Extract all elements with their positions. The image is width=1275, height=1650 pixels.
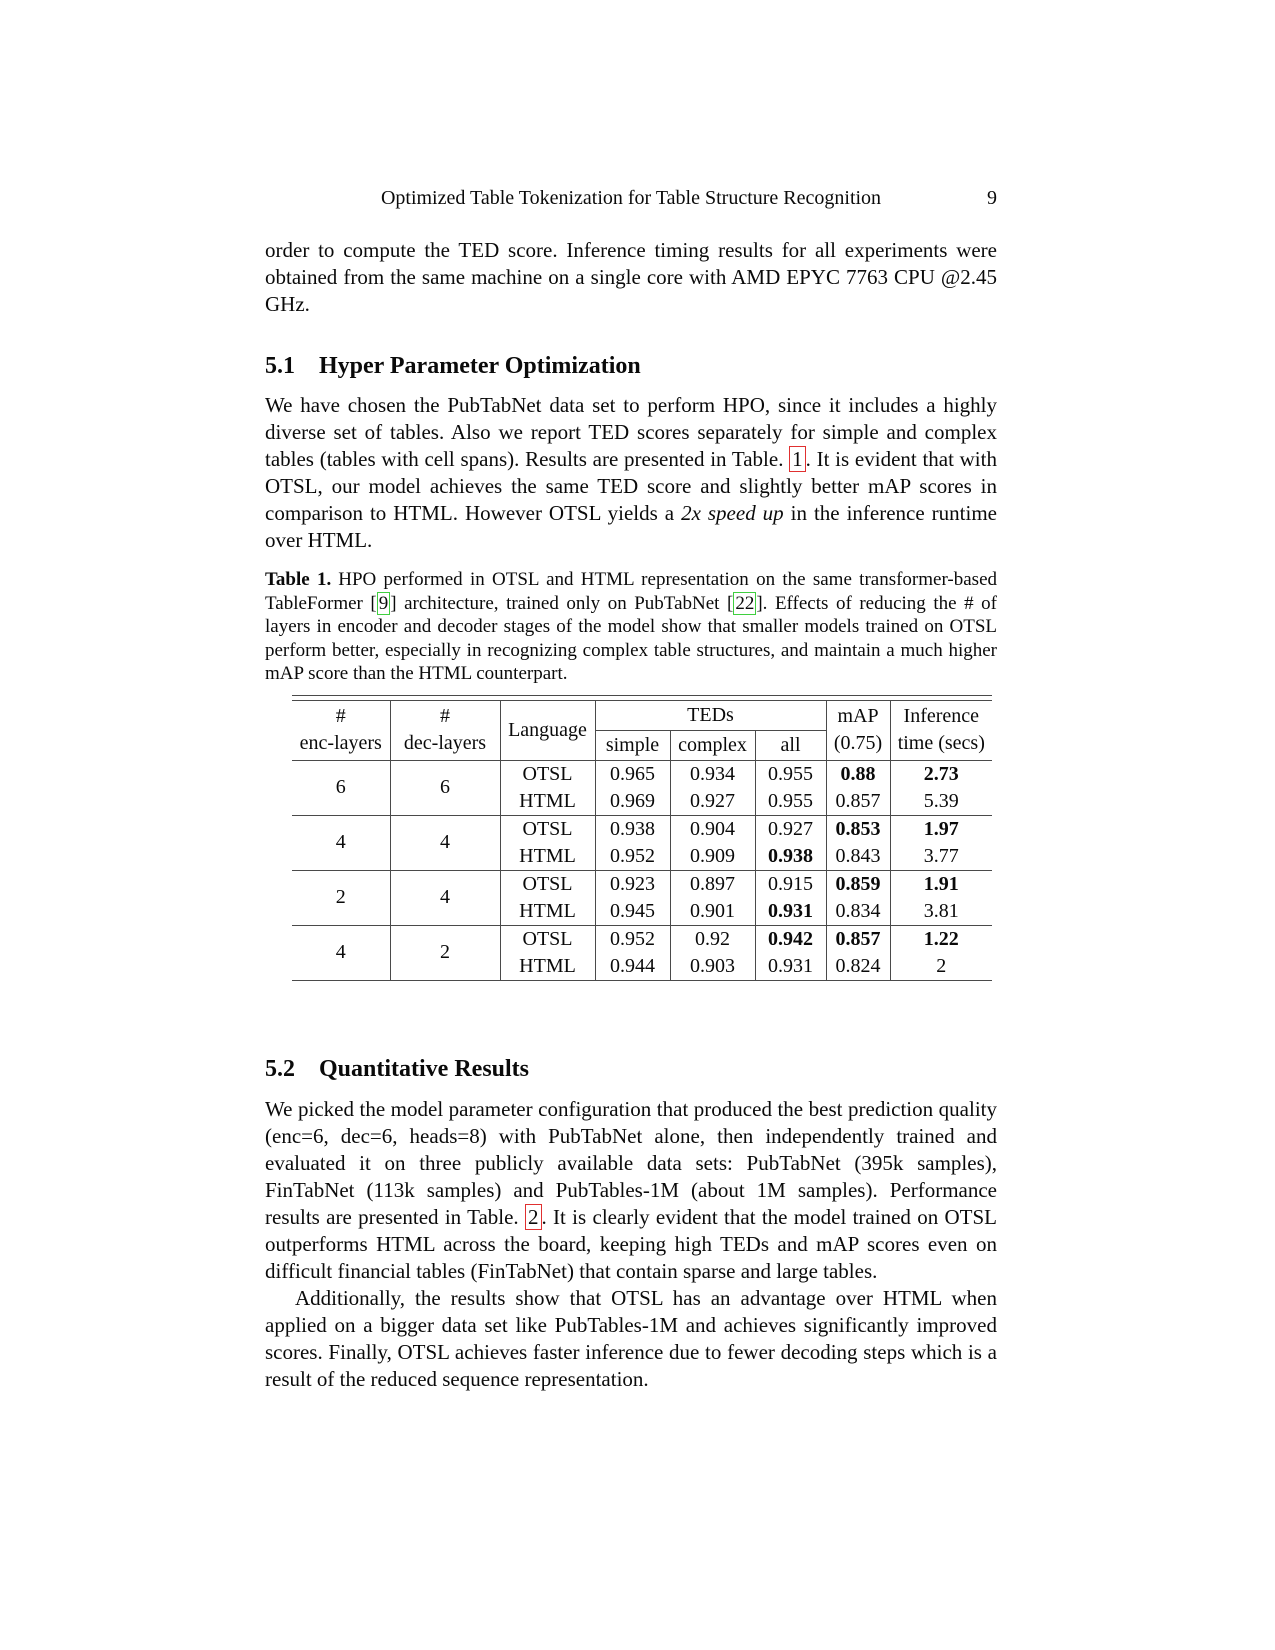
cell-teds-complex: 0.901 xyxy=(670,898,755,926)
paragraph-intro xyxy=(265,237,997,318)
table-1-caption-text-3: ]. Effects of reducing the # of layers in encoder and decoder stages of the model show that smaller models trained on OTSL perform better, especially in recognizing complex table structures, and maintain a much higher mAP score than the HTML counterpart. xyxy=(265,592,997,684)
table-2-reference-link[interactable]: 2 xyxy=(525,1204,542,1230)
cell-map: 0.843 xyxy=(826,843,890,871)
table-1-wrapper xyxy=(292,695,992,981)
table-1-caption-text-1: HPO performed in OTSL and HTML representation on the same transformer-based TableFormer [ xyxy=(265,569,998,614)
cell-map: 0.88 xyxy=(826,760,890,788)
table-1-caption-label: Table 1. xyxy=(265,569,332,590)
col-header-map-label: mAP xyxy=(837,705,879,727)
cell-map: 0.824 xyxy=(826,953,890,981)
table-row xyxy=(292,870,992,898)
paragraph-quantitative-1-text-1: We picked the model parameter configuration that produced the best prediction quality (enc=6, dec=6, heads=8) with PubTabNet alone, then independently trained and evaluated it on three publicly available data sets: PubTabNet (395k samples), FinTabNet (113k samples) and PubTables-1M (about 1M samples). Performance results are presented in Table. xyxy=(265,1096,997,1229)
cell-teds-simple: 0.944 xyxy=(595,953,670,981)
text-column xyxy=(265,185,997,1393)
cell-language: OTSL xyxy=(500,815,595,843)
cell-teds-all: 0.915 xyxy=(755,870,826,898)
cell-inference-time: 2 xyxy=(890,953,992,981)
cell-inference-time: 1.97 xyxy=(890,815,992,843)
page-number: 9 xyxy=(987,187,997,209)
table-1-caption xyxy=(265,568,997,686)
section-5-1-title: Hyper Parameter Optimization xyxy=(319,353,641,379)
cell-enc-layers: 4 xyxy=(292,815,390,870)
col-header-map xyxy=(826,700,890,760)
paragraph-hpo xyxy=(265,392,997,554)
cell-inference-time: 5.39 xyxy=(890,788,992,816)
cell-teds-complex: 0.934 xyxy=(670,760,755,788)
cell-teds-simple: 0.965 xyxy=(595,760,670,788)
cell-teds-complex: 0.897 xyxy=(670,870,755,898)
cell-language: HTML xyxy=(500,953,595,981)
cell-teds-complex: 0.909 xyxy=(670,843,755,871)
section-5-2-heading xyxy=(265,1055,997,1083)
paragraph-hpo-italic: 2x speed up xyxy=(681,501,784,525)
section-5-1-heading xyxy=(265,352,997,380)
cell-enc-layers: 2 xyxy=(292,870,390,925)
citation-22-link[interactable]: 22 xyxy=(735,592,755,614)
cell-map: 0.834 xyxy=(826,898,890,926)
cell-inference-time: 1.91 xyxy=(890,870,992,898)
col-header-teds-complex: complex xyxy=(670,730,755,760)
cell-teds-all: 0.927 xyxy=(755,815,826,843)
cell-language: OTSL xyxy=(500,870,595,898)
cell-map: 0.853 xyxy=(826,815,890,843)
table-row xyxy=(292,925,992,953)
paragraph-hpo-text-1: We have chosen the PubTabNet data set to perform HPO, since it includes a highly diverse set of tables. Also we report TED scores separately for simple and complex tables (tables with cell spans). Results are presented in Table. xyxy=(265,393,997,471)
cell-language: HTML xyxy=(500,898,595,926)
col-header-inference xyxy=(890,700,992,760)
cell-teds-all: 0.955 xyxy=(755,788,826,816)
cell-inference-time: 1.22 xyxy=(890,925,992,953)
cell-dec-layers: 2 xyxy=(390,925,500,980)
cell-teds-all: 0.955 xyxy=(755,760,826,788)
paragraph-intro-text: order to compute the TED score. Inference timing results for all experiments were obtained from the same machine on a single core with AMD EPYC 7763 CPU @2.45 GHz. xyxy=(265,238,997,316)
paragraph-quantitative-2 xyxy=(265,1285,997,1393)
cell-teds-complex: 0.927 xyxy=(670,788,755,816)
cell-enc-layers: 4 xyxy=(292,925,390,980)
cell-language: OTSL xyxy=(500,925,595,953)
section-5-1-number: 5.1 xyxy=(265,353,295,379)
table-1-caption-text-2: ] architecture, trained only on PubTabNet [ xyxy=(390,592,734,614)
cell-teds-all: 0.942 xyxy=(755,925,826,953)
cell-teds-all: 0.931 xyxy=(755,898,826,926)
cell-teds-complex: 0.92 xyxy=(670,925,755,953)
col-header-teds-simple: simple xyxy=(595,730,670,760)
section-5-2-title: Quantitative Results xyxy=(319,1055,529,1082)
cell-map: 0.859 xyxy=(826,870,890,898)
col-header-enc-layers xyxy=(292,700,390,760)
col-header-inference-label: Inference xyxy=(903,705,980,727)
cell-teds-simple: 0.952 xyxy=(595,925,670,953)
col-header-inference-unit: time (secs) xyxy=(897,732,985,754)
paragraph-hpo-text-3: in the inference runtime over HTML. xyxy=(265,501,997,552)
col-header-enc-label: enc-layers xyxy=(299,732,382,754)
col-header-dec-layers xyxy=(390,700,500,760)
col-header-teds: TEDs xyxy=(595,700,826,730)
cell-language: HTML xyxy=(500,843,595,871)
cell-dec-layers: 6 xyxy=(390,760,500,815)
cell-language: HTML xyxy=(500,788,595,816)
citation-9-link[interactable]: 9 xyxy=(378,592,389,614)
running-head xyxy=(265,185,997,211)
cell-dec-layers: 4 xyxy=(390,815,500,870)
cell-teds-complex: 0.904 xyxy=(670,815,755,843)
cell-teds-simple: 0.969 xyxy=(595,788,670,816)
table-1 xyxy=(292,700,992,981)
cell-map: 0.857 xyxy=(826,925,890,953)
col-header-dec-label: dec-layers xyxy=(403,732,487,754)
col-header-language: Language xyxy=(500,700,595,760)
col-header-dec-hash: # xyxy=(440,705,450,727)
cell-teds-all: 0.931 xyxy=(755,953,826,981)
cell-teds-all: 0.938 xyxy=(755,843,826,871)
section-5-2-number: 5.2 xyxy=(265,1055,295,1082)
paragraph-hpo-text-2: . It is evident that with OTSL, our model achieves the same TED score and slightly better mAP scores in comparison to HTML. However OTSL yields a xyxy=(265,447,997,525)
cell-teds-simple: 0.923 xyxy=(595,870,670,898)
cell-enc-layers: 6 xyxy=(292,760,390,815)
paragraph-quantitative-1 xyxy=(265,1096,997,1285)
table-header-row-1 xyxy=(292,700,992,730)
table-row xyxy=(292,815,992,843)
col-header-enc-hash: # xyxy=(335,705,346,727)
col-header-teds-all: all xyxy=(755,730,826,760)
cell-teds-simple: 0.938 xyxy=(595,815,670,843)
cell-teds-simple: 0.952 xyxy=(595,843,670,871)
cell-inference-time: 2.73 xyxy=(890,760,992,788)
cell-inference-time: 3.81 xyxy=(890,898,992,926)
cell-inference-time: 3.77 xyxy=(890,843,992,871)
cell-map: 0.857 xyxy=(826,788,890,816)
cell-teds-simple: 0.945 xyxy=(595,898,670,926)
col-header-map-threshold: (0.75) xyxy=(833,732,883,754)
paragraph-quantitative-1-text-2: . It is clearly evident that the model trained on OTSL outperforms HTML across the board, keeping high TEDs and mAP scores even on difficult financial tables (FinTabNet) that contain sparse and large tables. xyxy=(265,1204,997,1283)
cell-teds-complex: 0.903 xyxy=(670,953,755,981)
paragraph-quantitative-2-text: Additionally, the results show that OTSL has an advantage over HTML when applied on a bigger data set like PubTables-1M and achieves significantly improved scores. Finally, OTSL achieves faster inference due to fewer decoding steps which is a result of the reduced sequence representation. xyxy=(265,1285,997,1391)
cell-language: OTSL xyxy=(500,760,595,788)
table-1-reference-link[interactable]: 1 xyxy=(789,446,806,472)
table-row xyxy=(292,760,992,788)
cell-dec-layers: 4 xyxy=(390,870,500,925)
running-head-title: Optimized Table Tokenization for Table Structure Recognition xyxy=(380,187,882,209)
